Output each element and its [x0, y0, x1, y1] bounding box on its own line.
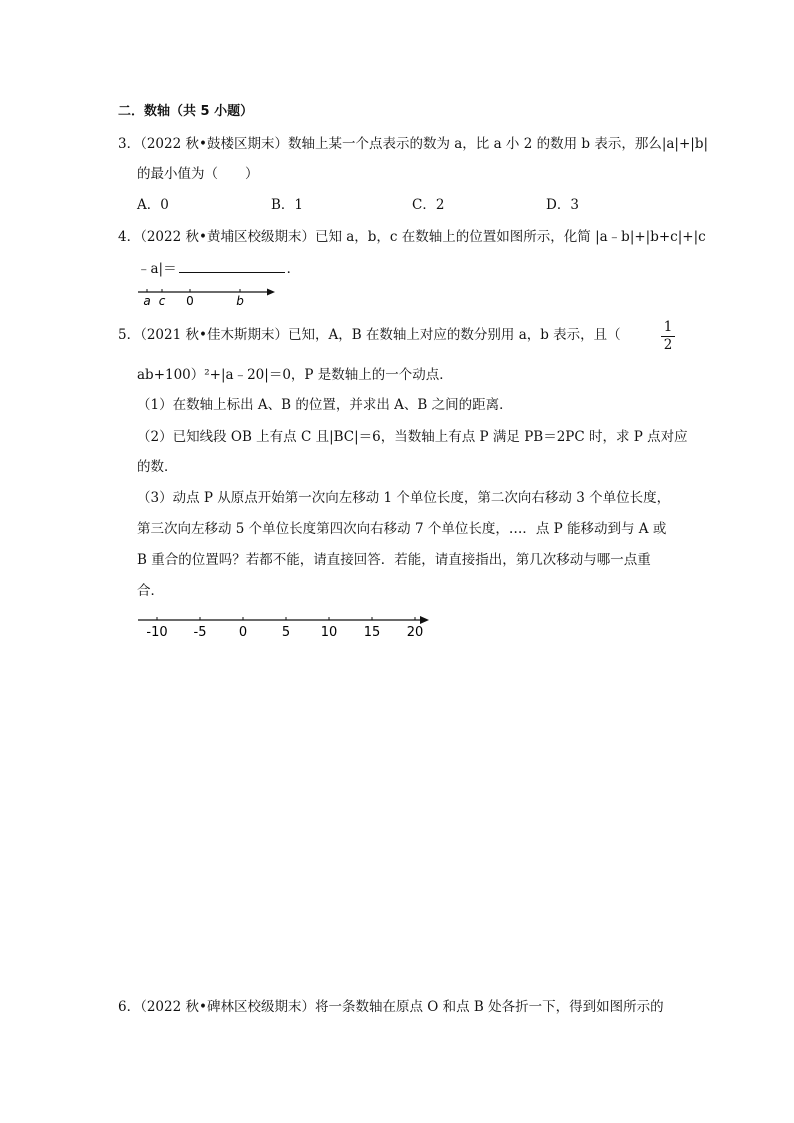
q4-number-line [135, 283, 280, 311]
q5-tick-label: 15 [363, 625, 381, 640]
q3-option-c: C．2 [412, 197, 445, 213]
q4-line2 [137, 259, 300, 278]
q6-line1: 6．（2022 秋•碑林区校级期末）将一条数轴在原点 O 和点 B 处各折一下，得到如图所示的 [118, 999, 664, 1015]
q5-sub3b: 第三次向左移动 5 个单位长度第四次向右移动 7 个单位长度，…．点 P 能移动到与 A 或 [137, 521, 667, 537]
q5-sub3a: （3）动点 P 从原点开始第一次向左移动 1 个单位长度，第二次向右移动 3 个单位长度， [137, 490, 671, 506]
q5-sub1: （1）在数轴上标出 A、B 的位置，并求出 A、B 之间的距离． [137, 397, 513, 413]
q5-tick-label: 10 [320, 625, 338, 640]
q4-line1: 4．（2022 秋•黄埔区校级期末）已知 a，b，c 在数轴上的位置如图所示，化简 |a﹣b|+|b+c|+|c [118, 229, 706, 245]
q5-number-line [135, 612, 435, 642]
q4-label-a: a [143, 294, 151, 308]
q5-line2: ab+100）²+|a﹣20|＝0，P 是数轴上的一个动点． [137, 367, 453, 383]
q4-line2-suffix: ． [286, 261, 301, 277]
q5-sub2b: 的数． [137, 459, 178, 475]
q5-fraction-denominator: 2 [663, 337, 673, 353]
q5-tick-label: 20 [406, 625, 424, 640]
q3-line1: 3．（2022 秋•鼓楼区期末）数轴上某一个点表示的数为 a，比 a 小 2 的数用 b 表示，那么|a|+|b| [118, 136, 709, 152]
q4-label-b: b [236, 294, 244, 308]
q5-fraction-numerator: 1 [661, 320, 675, 337]
q5-tick-label: 5 [281, 625, 291, 640]
q4-axis-arrow [267, 289, 275, 296]
q5-sub2a: （2）已知线段 OB 上有点 C 且|BC|＝6，当数轴上有点 P 满足 PB＝2PC 时，求 P 点对应 [137, 429, 688, 445]
q4-label-c: c [158, 294, 166, 308]
q4-label-0: 0 [186, 294, 194, 308]
q3-option-a: A．0 [137, 197, 169, 213]
q3-option-d: D．3 [546, 197, 579, 213]
q5-tick-label: -5 [193, 625, 207, 640]
q5-tick-label: 0 [238, 625, 248, 640]
q3-option-b: B．1 [271, 197, 304, 213]
q5-axis-arrow [420, 616, 429, 624]
q5-line1: 5．（2021 秋•佳木斯期末）已知，A，B 在数轴上对应的数分别用 a，b 表示，且（ [118, 327, 621, 343]
q4-line2-prefix: ﹣a|＝ [137, 261, 177, 277]
q5-sub3c: B 重合的位置吗？若都不能，请直接回答．若能，请直接指出，第几次移动与哪一点重 [137, 552, 651, 568]
q5-sub3d: 合． [137, 583, 164, 599]
q5-fraction [661, 320, 675, 353]
section-title: 二．数轴（共 5 小题） [118, 104, 254, 119]
q3-line2: 的最小值为（ ） [137, 166, 259, 182]
q4-answer-blank [179, 259, 285, 273]
q5-tick-label: -10 [146, 625, 168, 640]
